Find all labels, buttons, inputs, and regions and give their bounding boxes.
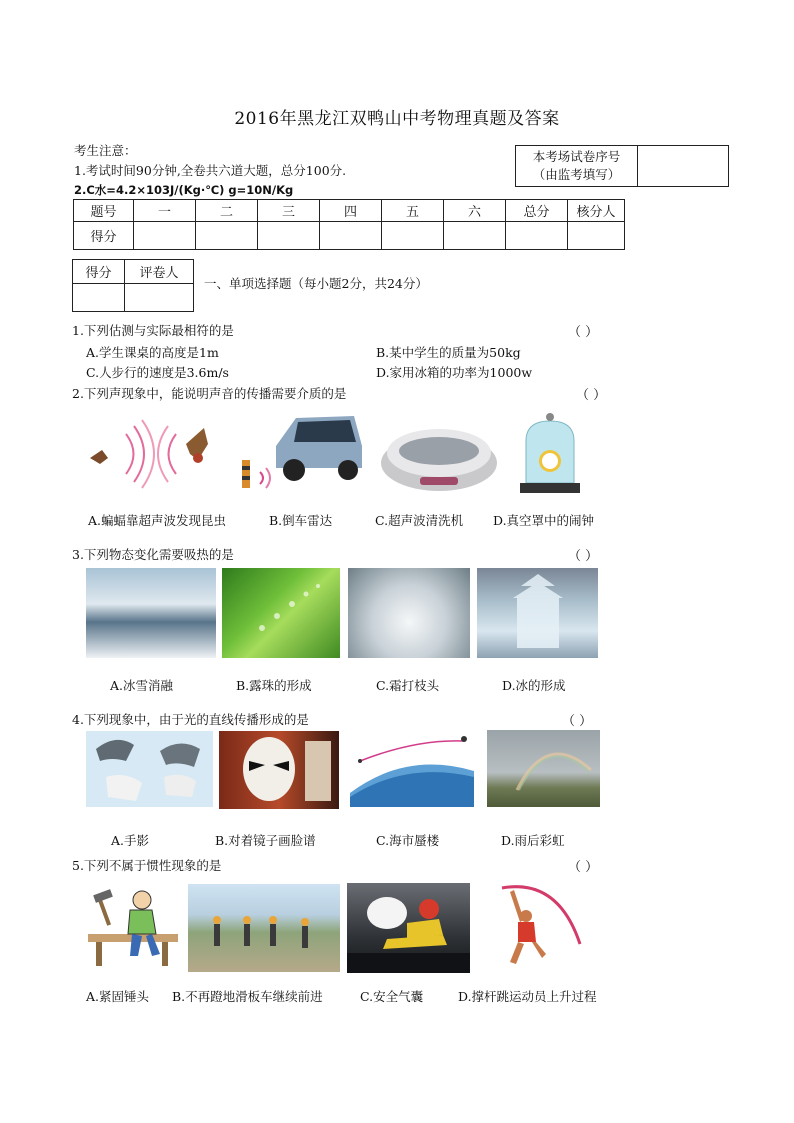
- score-cell[interactable]: [382, 222, 444, 250]
- question-2-option-a: A.蝙蝠靠超声波发现昆虫: [88, 513, 227, 528]
- seat-number-label: [516, 146, 638, 187]
- question-1-option-b: B.某中学生的质量为50kg: [376, 345, 521, 360]
- seat-number-box: [515, 145, 729, 187]
- airbag-image: [347, 883, 470, 973]
- seat-label-line-1: 本考场试卷序号: [532, 149, 621, 164]
- vacuum-bell-jar-image: [518, 413, 582, 497]
- frost-branches-image: [348, 568, 470, 658]
- mirage-image: [346, 731, 478, 807]
- score-header-cell: 一: [134, 200, 196, 222]
- mirror-face-painting-image: [219, 731, 339, 809]
- question-5-option-d: D.撑杆跳运动员上升过程: [458, 989, 597, 1004]
- question-4-option-c: C.海市蜃楼: [376, 833, 440, 848]
- ultrasonic-cleaner-image: [378, 417, 500, 493]
- answer-paren[interactable]: （ ）: [562, 714, 593, 729]
- melting-snow-image: [86, 568, 216, 658]
- grader-score-label: 得分: [73, 260, 125, 284]
- question-5-option-a: A.紧固锤头: [86, 989, 150, 1004]
- seat-label-line-2: （由监考填写）: [532, 167, 621, 182]
- question-4-stem: 4.下列现象中，由于光的直线传播形成的是: [72, 712, 309, 727]
- score-header-cell: 核分人: [568, 200, 625, 222]
- question-3-option-c: C.霜打枝头: [376, 678, 440, 693]
- answer-paren[interactable]: （ ）: [568, 325, 599, 340]
- section-heading: 一、单项选择题（每小题2分，共24分）: [204, 276, 428, 291]
- score-header-cell: 六: [444, 200, 506, 222]
- question-4-option-d: D.雨后彩虹: [501, 833, 565, 848]
- bat-ultrasound-image: [86, 414, 216, 492]
- question-4-option-a: A.手影: [111, 833, 150, 848]
- score-cell[interactable]: [196, 222, 258, 250]
- question-1-option-c: C.人步行的速度是3.6m/s: [86, 365, 229, 380]
- hammer-head-image: [86, 886, 180, 972]
- hand-shadow-image: [86, 731, 213, 807]
- question-2-option-d: D.真空罩中的闹钟: [493, 513, 595, 528]
- score-table-row: [74, 222, 625, 250]
- question-3-stem: 3.下列物态变化需要吸热的是: [72, 547, 234, 562]
- page-title: 2016年黑龙江双鸭山中考物理真题及答案: [234, 109, 560, 129]
- score-cell[interactable]: [320, 222, 382, 250]
- score-cell[interactable]: [568, 222, 625, 250]
- question-5-stem: 5.下列不属于惯性现象的是: [72, 858, 222, 873]
- notice-line-1: 1.考试时间90分钟,全卷共六道大题，总分100分.: [74, 163, 347, 178]
- notice-line-2: 2.C水=4.2×103J/(Kg·℃) g=10N/Kg: [74, 183, 294, 197]
- question-4-option-b: B.对着镜子画脸谱: [215, 833, 316, 848]
- score-cell[interactable]: [506, 222, 568, 250]
- answer-paren[interactable]: （ ）: [576, 388, 607, 403]
- question-2-option-c: C.超声波清洗机: [375, 513, 464, 528]
- answer-paren[interactable]: （ ）: [568, 549, 599, 564]
- pole-vault-image: [488, 878, 584, 970]
- question-1-stem: 1.下列估测与实际最相符的是: [72, 323, 234, 338]
- seat-number-field[interactable]: [638, 146, 729, 187]
- grader-box: [72, 259, 194, 312]
- question-3-option-a: A.冰雪消融: [110, 678, 174, 693]
- question-3-option-d: D.冰的形成: [502, 678, 566, 693]
- grader-score-field[interactable]: [73, 284, 125, 312]
- score-table-header-row: [74, 200, 625, 222]
- grader-name-field[interactable]: [125, 284, 194, 312]
- score-header-cell: 总分: [506, 200, 568, 222]
- score-header-cell: 题号: [74, 200, 134, 222]
- question-3-option-b: B.露珠的形成: [236, 678, 312, 693]
- score-header-cell: 四: [320, 200, 382, 222]
- car-parking-radar-image: [236, 412, 364, 494]
- rainbow-image: [487, 730, 600, 807]
- scooter-image: [188, 884, 340, 972]
- question-1-option-a: A.学生课桌的高度是1m: [86, 345, 219, 360]
- score-row-label: 得分: [74, 222, 134, 250]
- question-2-option-b: B.倒车雷达: [269, 513, 333, 528]
- score-header-cell: 二: [196, 200, 258, 222]
- question-2-stem: 2.下列声现象中，能说明声音的传播需要介质的是: [72, 386, 347, 401]
- ice-sculpture-image: [477, 568, 598, 658]
- notice-heading: 考生注意：: [74, 143, 137, 158]
- dew-drops-image: [222, 568, 340, 658]
- score-cell[interactable]: [444, 222, 506, 250]
- score-cell[interactable]: [134, 222, 196, 250]
- score-cell[interactable]: [258, 222, 320, 250]
- grader-name-label: 评卷人: [125, 260, 194, 284]
- answer-paren[interactable]: （ ）: [568, 860, 599, 875]
- question-5-option-b: B.不再蹬地滑板车继续前进: [172, 989, 323, 1004]
- score-header-cell: 五: [382, 200, 444, 222]
- question-1-option-d: D.家用冰箱的功率为1000w: [376, 365, 533, 380]
- question-5-option-c: C.安全气囊: [360, 989, 424, 1004]
- score-table: [73, 199, 625, 250]
- score-header-cell: 三: [258, 200, 320, 222]
